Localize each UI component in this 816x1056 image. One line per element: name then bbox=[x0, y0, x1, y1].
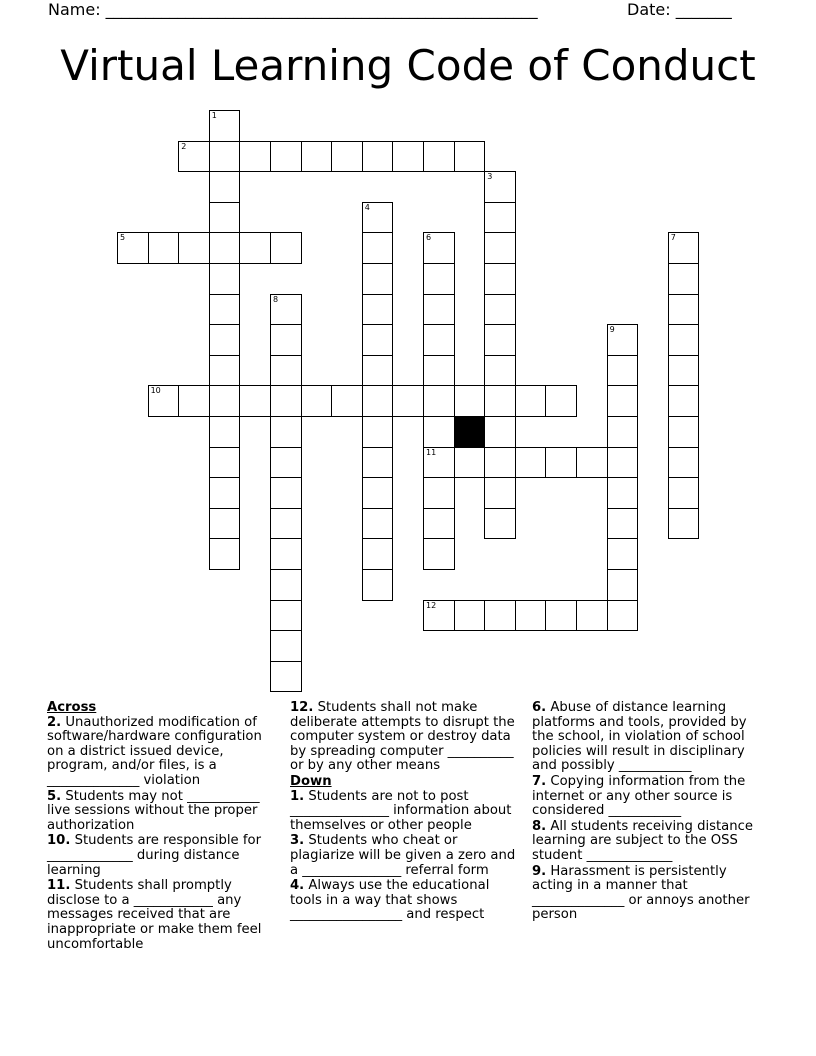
crossword-cell[interactable] bbox=[178, 385, 210, 417]
crossword-cell[interactable] bbox=[270, 569, 302, 601]
crossword-cell[interactable] bbox=[423, 508, 455, 540]
crossword-cell[interactable] bbox=[362, 538, 394, 570]
crossword-cell[interactable] bbox=[515, 447, 547, 479]
clue-across-5 bbox=[47, 790, 277, 834]
crossword-cell[interactable] bbox=[392, 385, 424, 417]
crossword-cell[interactable] bbox=[270, 355, 302, 387]
crossword-cell[interactable] bbox=[484, 232, 516, 264]
clue-number: 10. bbox=[47, 833, 71, 849]
crossword-cell[interactable] bbox=[484, 385, 516, 417]
crossword-cell[interactable] bbox=[668, 324, 700, 356]
crossword-cell[interactable] bbox=[209, 385, 241, 417]
clue-across-10 bbox=[47, 834, 277, 878]
crossword-cell[interactable] bbox=[239, 141, 271, 173]
crossword-cell[interactable] bbox=[270, 661, 302, 693]
clue-text: Unauthorized modification of software/hardware configuration on a district issued device, program, and/or files, is a ______________ violation bbox=[47, 714, 262, 788]
clue-number: 9. bbox=[532, 863, 547, 879]
crossword-cell[interactable] bbox=[668, 355, 700, 387]
crossword-cell[interactable] bbox=[484, 324, 516, 356]
cell-number: 10 bbox=[150, 386, 161, 396]
cell-number: 7 bbox=[670, 233, 676, 243]
crossword-cell[interactable] bbox=[545, 600, 577, 632]
clue-text: Abuse of distance learning platforms and tools, provided by the school, in violation of school policies will result in disciplinary and possibly ___________ bbox=[532, 700, 747, 774]
crossword-cell[interactable] bbox=[209, 202, 241, 234]
crossword-cell[interactable] bbox=[148, 232, 180, 264]
crossword-cell[interactable] bbox=[423, 600, 455, 632]
crossword-cell[interactable] bbox=[209, 263, 241, 295]
clue-text: Copying information from the internet or any other source is considered ___________ bbox=[532, 773, 746, 819]
crossword-cell[interactable] bbox=[607, 385, 639, 417]
page-title: Virtual Learning Code of Conduct bbox=[60, 41, 756, 90]
crossword-cell[interactable] bbox=[668, 477, 700, 509]
crossword-cell[interactable] bbox=[484, 416, 516, 448]
date-line: Date: _______ bbox=[627, 0, 732, 19]
crossword-cell[interactable] bbox=[148, 385, 180, 417]
crossword-cell[interactable] bbox=[484, 508, 516, 540]
crossword-cell[interactable] bbox=[454, 141, 486, 173]
down-heading: Down bbox=[290, 773, 332, 789]
crossword-cell[interactable] bbox=[668, 232, 700, 264]
cell-number: 3 bbox=[487, 172, 493, 182]
crossword-cell[interactable] bbox=[423, 355, 455, 387]
clue-text: Students shall promptly disclose to a ____________ any messages received that are inappropriate or make them feel uncomfortable bbox=[47, 878, 262, 952]
name-line: Name: ______________________________________________________ bbox=[48, 0, 538, 19]
crossword-cell[interactable] bbox=[668, 447, 700, 479]
clue-text: Students are not to post _______________ information about themselves or other people bbox=[290, 788, 512, 833]
crossword-cell[interactable] bbox=[270, 294, 302, 326]
crossword-cell[interactable] bbox=[607, 324, 639, 356]
crossword-cell[interactable] bbox=[607, 569, 639, 601]
crossword-cell[interactable] bbox=[545, 385, 577, 417]
clue-across-12 bbox=[290, 701, 525, 774]
crossword-cell[interactable] bbox=[423, 538, 455, 570]
crossword-cell[interactable] bbox=[362, 202, 394, 234]
clue-number: 12. bbox=[290, 700, 314, 715]
crossword-cell[interactable] bbox=[484, 294, 516, 326]
crossword-cell[interactable] bbox=[607, 447, 639, 479]
clue-down-4 bbox=[290, 879, 525, 923]
crossword-cell[interactable] bbox=[209, 324, 241, 356]
black-square bbox=[454, 416, 486, 448]
crossword-cell[interactable] bbox=[270, 600, 302, 632]
crossword-cell[interactable] bbox=[270, 538, 302, 570]
clue-number: 3. bbox=[290, 833, 305, 849]
crossword-cell[interactable] bbox=[362, 355, 394, 387]
clue-text: Students may not ___________ live sessions without the proper authorization bbox=[47, 788, 260, 833]
crossword-cell[interactable] bbox=[362, 232, 394, 264]
clue-down-7 bbox=[532, 775, 770, 819]
crossword-cell[interactable] bbox=[362, 141, 394, 173]
crossword-cell[interactable] bbox=[607, 508, 639, 540]
crossword-cell[interactable] bbox=[209, 538, 241, 570]
clue-down-1 bbox=[290, 790, 525, 834]
cell-number: 12 bbox=[426, 600, 437, 610]
clue-down-8 bbox=[532, 820, 770, 864]
crossword-cell[interactable] bbox=[423, 477, 455, 509]
crossword-cell[interactable] bbox=[423, 232, 455, 264]
crossword-cell[interactable] bbox=[607, 355, 639, 387]
clue-text: Students shall not make deliberate attempts to disrupt the computer system or destroy data by spreading computer __________ or by any other means bbox=[290, 700, 515, 774]
crossword-cell[interactable] bbox=[668, 508, 700, 540]
crossword-cell[interactable] bbox=[362, 477, 394, 509]
crossword-cell[interactable] bbox=[484, 171, 516, 203]
clues-column-1 bbox=[47, 701, 277, 953]
cell-number: 11 bbox=[426, 447, 437, 457]
crossword-cell[interactable] bbox=[423, 141, 455, 173]
crossword-cell[interactable] bbox=[362, 569, 394, 601]
crossword-cell[interactable] bbox=[484, 263, 516, 295]
crossword-cell[interactable] bbox=[209, 171, 241, 203]
crossword-cell[interactable] bbox=[301, 385, 333, 417]
clue-text: Always use the educational tools in a way that shows _________________ and respect bbox=[290, 878, 490, 923]
crossword-cell[interactable] bbox=[484, 202, 516, 234]
cell-number: 2 bbox=[181, 141, 187, 151]
crossword-cell[interactable] bbox=[423, 294, 455, 326]
crossword-cell[interactable] bbox=[362, 416, 394, 448]
crossword-cell[interactable] bbox=[545, 447, 577, 479]
crossword-cell[interactable] bbox=[209, 141, 241, 173]
cell-number: 1 bbox=[211, 111, 217, 120]
crossword-cell[interactable] bbox=[484, 600, 516, 632]
clue-across-2 bbox=[47, 716, 277, 789]
crossword-cell[interactable] bbox=[239, 385, 271, 417]
crossword-cell[interactable] bbox=[362, 294, 394, 326]
crossword-cell[interactable] bbox=[209, 416, 241, 448]
crossword-cell[interactable] bbox=[362, 324, 394, 356]
crossword-cell[interactable] bbox=[668, 385, 700, 417]
crossword-cell[interactable] bbox=[270, 630, 302, 662]
crossword-cell[interactable] bbox=[423, 385, 455, 417]
crossword-cell[interactable] bbox=[209, 508, 241, 540]
crossword-cell[interactable] bbox=[209, 232, 241, 264]
clue-across-11 bbox=[47, 879, 277, 952]
crossword-cell[interactable] bbox=[209, 294, 241, 326]
crossword-cell[interactable] bbox=[270, 416, 302, 448]
crossword-cell[interactable] bbox=[454, 447, 486, 479]
clue-number: 11. bbox=[47, 878, 71, 894]
crossword-cell[interactable] bbox=[484, 477, 516, 509]
cell-number: 6 bbox=[426, 233, 432, 243]
crossword-cell[interactable] bbox=[607, 538, 639, 570]
clue-text: Students who cheat or plagiarize will be given a zero and a _______________ referral form bbox=[290, 833, 516, 878]
crossword-cell[interactable] bbox=[423, 416, 455, 448]
crossword-cell[interactable] bbox=[515, 600, 547, 632]
crossword-cell[interactable] bbox=[117, 232, 149, 264]
crossword-cell[interactable] bbox=[331, 385, 363, 417]
crossword-cell[interactable] bbox=[423, 324, 455, 356]
crossword-cell[interactable] bbox=[576, 447, 608, 479]
crossword-cell[interactable] bbox=[423, 263, 455, 295]
crossword-cell[interactable] bbox=[270, 232, 302, 264]
crossword-cell[interactable] bbox=[178, 141, 210, 173]
crossword-cell[interactable] bbox=[270, 508, 302, 540]
crossword-cell[interactable] bbox=[484, 355, 516, 387]
clue-down-9 bbox=[532, 865, 770, 923]
crossword-cell[interactable] bbox=[607, 600, 639, 632]
cell-number: 4 bbox=[364, 202, 370, 212]
crossword-cell[interactable] bbox=[668, 294, 700, 326]
cell-number: 9 bbox=[609, 325, 615, 335]
crossword-cell[interactable] bbox=[209, 477, 241, 509]
crossword-cell[interactable] bbox=[607, 477, 639, 509]
crossword-cell[interactable] bbox=[668, 263, 700, 295]
clue-number: 5. bbox=[47, 788, 62, 804]
crossword-cell[interactable] bbox=[362, 385, 394, 417]
cell-number: 8 bbox=[273, 294, 279, 304]
clue-number: 8. bbox=[532, 818, 547, 834]
crossword-cell[interactable] bbox=[270, 385, 302, 417]
crossword-cell[interactable] bbox=[209, 355, 241, 387]
clue-number: 7. bbox=[532, 773, 547, 789]
crossword-cell[interactable] bbox=[484, 447, 516, 479]
clue-number: 6. bbox=[532, 700, 547, 715]
clue-number: 2. bbox=[47, 714, 62, 730]
crossword-cell[interactable] bbox=[331, 141, 363, 173]
crossword-cell[interactable] bbox=[209, 110, 241, 142]
across-heading: Across bbox=[47, 700, 97, 715]
crossword-cell[interactable] bbox=[270, 141, 302, 173]
crossword-cell[interactable] bbox=[239, 232, 271, 264]
clue-down-3 bbox=[290, 834, 525, 878]
crossword-cell[interactable] bbox=[362, 447, 394, 479]
crossword-cell[interactable] bbox=[362, 263, 394, 295]
cell-number: 5 bbox=[120, 233, 126, 243]
crossword-cell[interactable] bbox=[454, 600, 486, 632]
clue-number: 1. bbox=[290, 788, 305, 804]
crossword-cell[interactable] bbox=[270, 447, 302, 479]
crossword-cell[interactable] bbox=[392, 141, 424, 173]
crossword-cell[interactable] bbox=[576, 600, 608, 632]
crossword-cell[interactable] bbox=[454, 385, 486, 417]
crossword-cell[interactable] bbox=[301, 141, 333, 173]
crossword-cell[interactable] bbox=[607, 416, 639, 448]
crossword-cell[interactable] bbox=[668, 416, 700, 448]
clue-text: Students are responsible for _____________ during distance learning bbox=[47, 833, 261, 878]
clue-down-6 bbox=[532, 701, 770, 774]
crossword-cell[interactable] bbox=[270, 324, 302, 356]
clue-text: Harassment is persistently acting in a manner that ______________ or annoys another person bbox=[532, 863, 750, 923]
crossword-cell[interactable] bbox=[209, 447, 241, 479]
crossword-cell[interactable] bbox=[515, 385, 547, 417]
crossword-cell[interactable] bbox=[362, 508, 394, 540]
clues-column-3 bbox=[532, 701, 770, 924]
crossword-cell[interactable] bbox=[178, 232, 210, 264]
clues-column-2 bbox=[290, 701, 525, 924]
clue-text: All students receiving distance learning are subject to the OSS student _____________ bbox=[532, 818, 753, 863]
crossword-cell[interactable] bbox=[423, 447, 455, 479]
crossword-cell[interactable] bbox=[270, 477, 302, 509]
clue-number: 4. bbox=[290, 878, 305, 894]
